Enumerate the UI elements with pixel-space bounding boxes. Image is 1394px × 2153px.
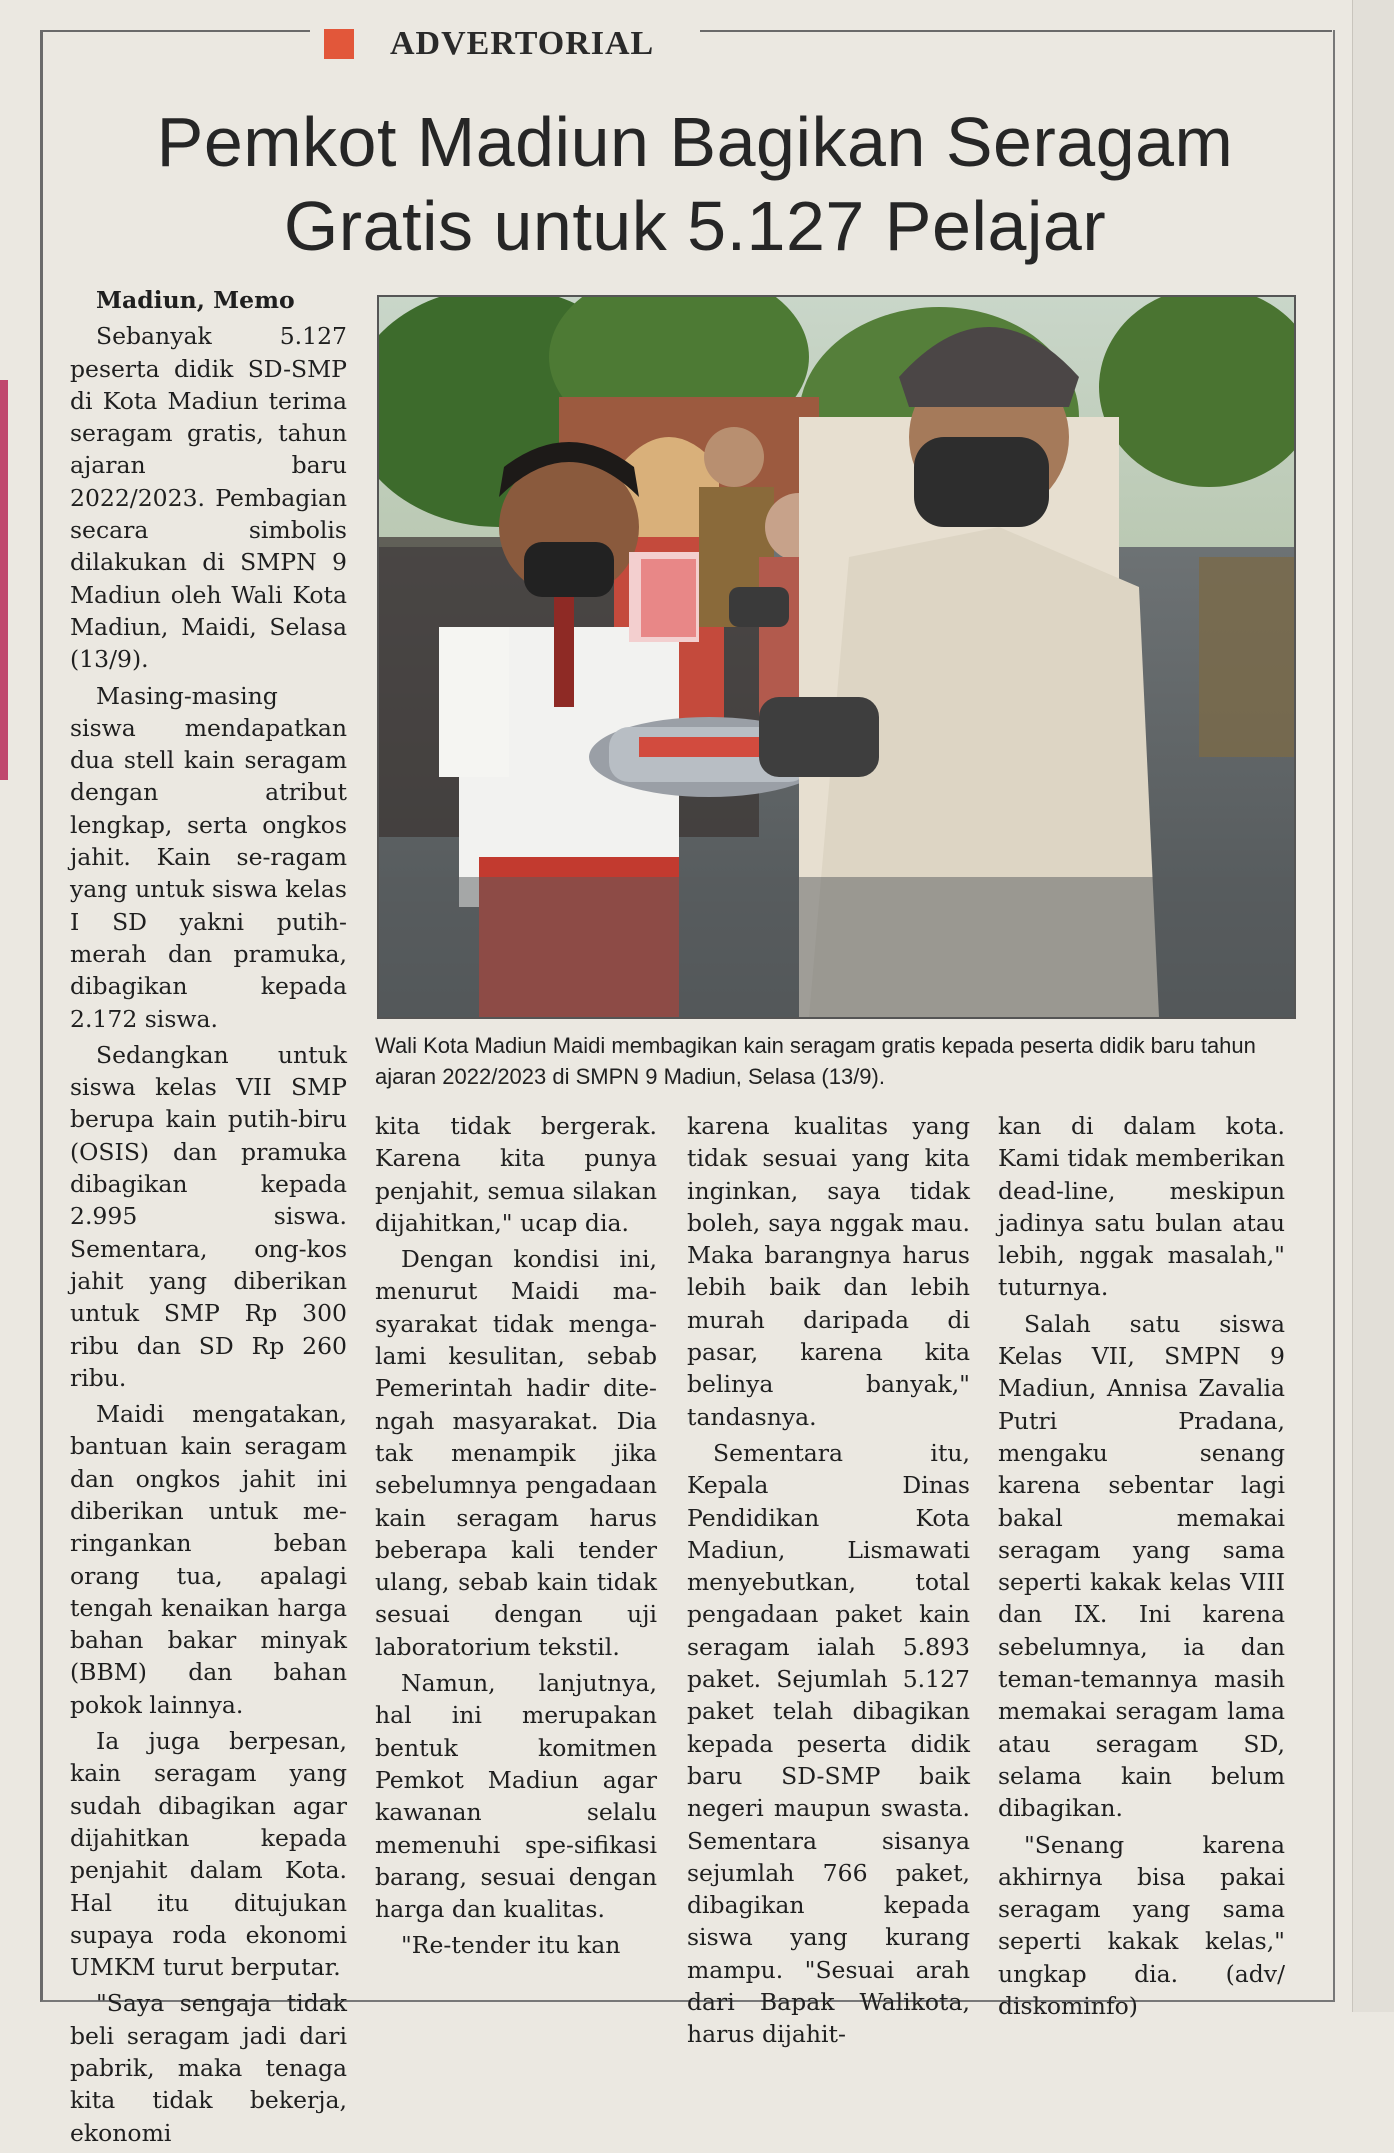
adjacent-page-margin	[1352, 0, 1394, 2012]
paragraph-continued: kan di dalam kota. Kami tidak memberikan dead-line, meskipun jadinya satu bulan atau lebih, nggak masalah," tuturnya.	[998, 1112, 1285, 1302]
paragraph: Sedangkan untuk siswa kelas VII SMP berupa kain putih-biru (OSIS) dan pramuka dibagikan kepada 2.995 siswa. Sementara, ong-kos jahit yang diberikan untuk SMP Rp 300 ribu dan SD Rp 260 ribu.	[70, 1040, 347, 1392]
paragraph-continued: kita tidak bergerak. Karena kita punya penjahit, semua silakan dijahitkan," ucap dia.	[375, 1112, 657, 1237]
paragraph: Sebanyak 5.127 peserta didik SD-SMP di Kota Madiun terima seragam gratis, tahun ajaran baru 2022/2023. Pembagian secara simbolis dilakukan di SMPN 9 Madiun oleh Wali Kota Madiun, Maidi, Selasa (13/9).	[70, 322, 347, 674]
paragraph: Maidi mengatakan, bantuan kain seragam dan ongkos jahit ini diberikan untuk me-ringankan beban orang tua, apalagi tengah kenaikan harga bahan bakar minyak (BBM) dan bahan pokok lainnya.	[70, 1400, 347, 1719]
paragraph: Ia juga berpesan, kain seragam yang sudah dibagikan agar dijahitkan kepada penjahit dalam Kota. Hal itu ditujukan supaya roda ekonomi UMKM turut berputar.	[70, 1727, 347, 1982]
adjacent-page-edge	[0, 380, 8, 780]
article-column-3	[687, 1110, 970, 2055]
dateline: Madiun, Memo	[96, 286, 295, 314]
article-column-1	[70, 284, 347, 2153]
headline-line-2: Gratis untuk 5.127 Pelajar	[283, 187, 1107, 265]
paragraph: Namun, lanjutnya, hal ini merupakan bentuk komitmen Pemkot Madiun agar kawanan selalu memenuhi spe-sifikasi barang, sesuai dengan harga dan kualitas.	[375, 1669, 657, 1924]
photo-caption: Wali Kota Madiun Maidi membagikan kain seragam gratis kepada peserta didik baru tahun ajaran 2022/2023 di SMPN 9 Madiun, Selasa (13/9).	[375, 1033, 1256, 1089]
photo-illustration	[379, 297, 1294, 1017]
paragraph: "Re-tender itu kan	[401, 1931, 621, 1960]
section-kicker	[324, 22, 654, 66]
frame-rule-left	[40, 30, 310, 32]
kicker-label: ADVERTORIAL	[390, 25, 655, 62]
paragraph: Masing-masing siswa mendapatkan dua stell kain seragam dengan atribut lengkap, serta ongkos jahit. Kain se-ragam yang untuk siswa kelas I SD yakni putih-merah dan pramuka, dibagikan kepada 2.172 siswa.	[70, 681, 347, 1033]
article-column-2	[375, 1110, 657, 1966]
paragraph-continued: karena kualitas yang tidak sesuai yang kita inginkan, saya tidak boleh, saya nggak mau. Maka barangnya harus lebih baik dan lebih murah daripada di pasar, karena kita belinya banyak," tandasnya.	[687, 1112, 970, 1431]
paragraph: Sementara itu, Kepala Dinas Pendidikan Kota Madiun, Lismawati menyebutkan, total pengadaan paket kain seragam ialah 5.893 paket. Sejumlah 5.127 paket telah dibagikan kepada peserta didik baru SD-SMP baik negeri maupun swasta. Sementara sisanya sejumlah 766 paket, dibagikan kepada siswa yang kurang mampu. "Sesuai arah dari Bapak Walikota, harus dijahit-	[687, 1438, 970, 2049]
frame-rule-right	[700, 30, 1332, 32]
headline-line-1: Pemkot Madiun Bagikan Seragam	[156, 103, 1234, 181]
headline	[70, 100, 1320, 268]
paragraph: Salah satu siswa Kelas VII, SMPN 9 Madiun, Annisa Zavalia Putri Pradana, mengaku senang karena sebentar lagi bakal memakai seragam yang sama seperti kakak kelas VIII dan IX. Ini karena sebelumnya, ia dan teman-temannya masih memakai seragam lama atau seragam SD, selama kain belum dibagikan.	[998, 1309, 1285, 1823]
paragraph: "Senang karena akhirnya bisa pakai seragam yang sama seperti kakak kelas," ungkap dia. (adv/ diskominfo)	[998, 1830, 1285, 2021]
paragraph: "Saya sengaja tidak beli seragam jadi dari pabrik, maka tenaga kita tidak bekerja, ekonomi	[70, 1989, 347, 2147]
kicker-square-icon	[324, 29, 354, 59]
article-column-4	[998, 1110, 1285, 2026]
news-photo	[377, 295, 1296, 1019]
paragraph: Dengan kondisi ini, menurut Maidi ma-syarakat tidak menga-lami kesulitan, sebab Pemerintah hadir dite-ngah masyarakat. Dia tak menampik jika sebelumnya pengadaan kain seragam harus beberapa kali tender ulang, sebab kain tidak sesuai dengan uji laboratorium tekstil.	[375, 1245, 657, 1661]
